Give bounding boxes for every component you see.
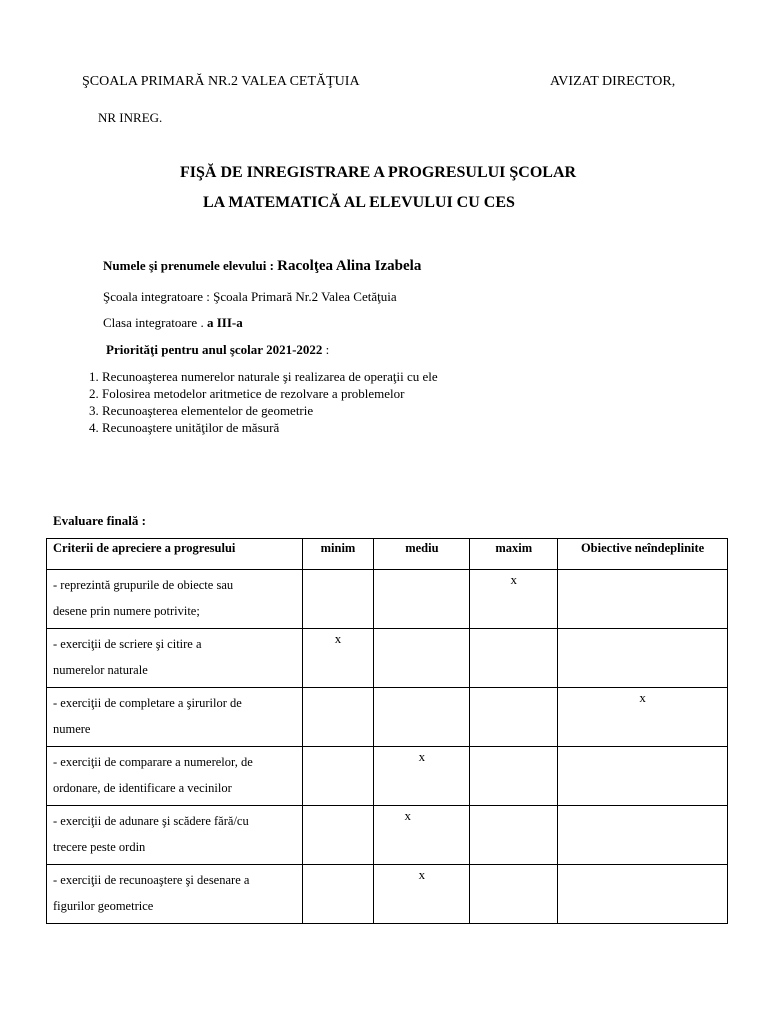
mediu-mark <box>374 629 469 631</box>
criterion-line: desene prin numere potrivite; <box>53 604 200 618</box>
table-row <box>47 688 728 747</box>
maxim-mark <box>470 806 557 808</box>
minim-mark <box>303 570 374 572</box>
minim-mark: x <box>334 631 342 646</box>
director-approval: AVIZAT DIRECTOR, <box>550 74 676 89</box>
student-name-row <box>103 258 421 275</box>
document-title-line2: LA MATEMATICĂ AL ELEVULUI CU CES <box>203 194 515 211</box>
unmet-mark <box>558 865 727 867</box>
criterion-cell <box>47 629 303 688</box>
unmet-mark <box>558 747 727 749</box>
unmet-mark <box>558 806 727 808</box>
priority-item: 1. Recunoaşterea numerelor naturale şi realizarea de operaţii cu ele <box>102 368 438 385</box>
criterion-line: numerelor naturale <box>53 663 148 677</box>
unmet-cell <box>558 806 728 865</box>
evaluation-heading: Evaluare finală : <box>53 513 146 528</box>
criterion-line: - reprezintă grupurile de obiecte sau <box>53 578 234 592</box>
column-header-criteria: Criterii de apreciere a progresului <box>47 539 303 570</box>
mediu-cell <box>374 570 470 629</box>
maxim-cell <box>470 570 558 629</box>
criterion-cell <box>47 570 303 629</box>
unmet-mark <box>558 570 727 572</box>
criterion-cell <box>47 747 303 806</box>
priorities-colon: : <box>325 342 330 357</box>
column-header-objectives: Obiective neîndeplinite <box>558 539 728 570</box>
maxim-cell <box>470 806 558 865</box>
minim-cell <box>302 747 374 806</box>
minim-mark <box>303 806 374 808</box>
mediu-cell <box>374 806 470 865</box>
minim-mark <box>303 688 374 690</box>
priority-item: 3. Recunoaşterea elementelor de geometrie <box>102 402 438 419</box>
class-row <box>103 315 243 331</box>
unmet-cell <box>558 629 728 688</box>
priorities-heading-row <box>106 342 329 358</box>
unmet-cell <box>558 865 728 924</box>
table-row <box>47 570 728 629</box>
mediu-cell <box>374 747 470 806</box>
minim-cell <box>302 865 374 924</box>
column-header-maxim: maxim <box>470 539 558 570</box>
criterion-line: ordonare, de identificare a vecinilor <box>53 781 232 795</box>
priority-item: 4. Recunoaştere unităţilor de măsură <box>102 419 438 436</box>
document-title-line1: FIŞĂ DE INREGISTRARE A PROGRESULUI ŞCOLAR <box>180 164 577 181</box>
registration-number: NR INREG. <box>98 110 163 125</box>
priority-item: 2. Folosirea metodelor aritmetice de rezolvare a problemelor <box>102 385 438 402</box>
maxim-mark <box>470 747 557 749</box>
priorities-list <box>72 368 438 436</box>
criterion-line: - exerciţii de scriere şi citire a <box>53 637 202 651</box>
unmet-mark <box>558 629 727 631</box>
mediu-cell <box>374 865 470 924</box>
class-label: Clasa integratoare . <box>103 315 207 330</box>
mediu-mark: x <box>404 808 411 823</box>
minim-cell <box>302 629 374 688</box>
table-row <box>47 865 728 924</box>
criterion-line: numere <box>53 722 91 736</box>
maxim-cell <box>470 688 558 747</box>
mediu-mark <box>374 688 469 690</box>
maxim-cell <box>470 865 558 924</box>
minim-cell <box>302 688 374 747</box>
maxim-cell <box>470 629 558 688</box>
maxim-mark <box>470 688 557 690</box>
unmet-cell <box>558 747 728 806</box>
minim-cell <box>302 570 374 629</box>
table-header-row <box>47 539 728 570</box>
mediu-mark <box>374 570 469 572</box>
mediu-mark: x <box>418 867 426 882</box>
table-row <box>47 629 728 688</box>
criterion-line: - exerciţii de adunare şi scădere fără/cu <box>53 814 249 828</box>
unmet-cell <box>558 570 728 629</box>
class-value: a III-a <box>206 315 243 330</box>
minim-mark <box>303 865 374 867</box>
maxim-mark <box>470 629 557 631</box>
mediu-cell <box>374 629 470 688</box>
maxim-mark: x <box>510 572 517 587</box>
criterion-cell <box>47 688 303 747</box>
criterion-line: - exerciţii de comparare a numerelor, de <box>53 755 253 769</box>
minim-cell <box>302 806 374 865</box>
integrating-school: Şcoala integratoare : Şcoala Primară Nr.2 Valea Cetăţuia <box>103 289 397 304</box>
mediu-mark: x <box>418 749 426 764</box>
column-header-mediu: mediu <box>374 539 470 570</box>
maxim-mark <box>470 865 557 867</box>
minim-mark <box>303 747 374 749</box>
maxim-cell <box>470 747 558 806</box>
criterion-line: - exerciţii de recunoaştere şi desenare a <box>53 873 250 887</box>
criterion-cell <box>47 806 303 865</box>
mediu-cell <box>374 688 470 747</box>
criterion-cell <box>47 865 303 924</box>
table-row <box>47 806 728 865</box>
student-name-value: Racolţea Alina Izabela <box>277 258 422 274</box>
criterion-line: figurilor geometrice <box>53 899 154 913</box>
priorities-heading: Priorităţi pentru anul şcolar 2021-2022 <box>106 342 326 357</box>
student-name-label: Numele şi prenumele elevului : <box>103 258 278 273</box>
evaluation-table <box>46 538 728 924</box>
criterion-line: - exerciţii de completare a şirurilor de <box>53 696 242 710</box>
unmet-cell <box>558 688 728 747</box>
unmet-mark: x <box>639 690 646 705</box>
table-row <box>47 747 728 806</box>
column-header-minim: minim <box>302 539 374 570</box>
criterion-line: trecere peste ordin <box>53 840 146 854</box>
school-header: ŞCOALA PRIMARĂ NR.2 VALEA CETĂŢUIA <box>82 74 360 89</box>
